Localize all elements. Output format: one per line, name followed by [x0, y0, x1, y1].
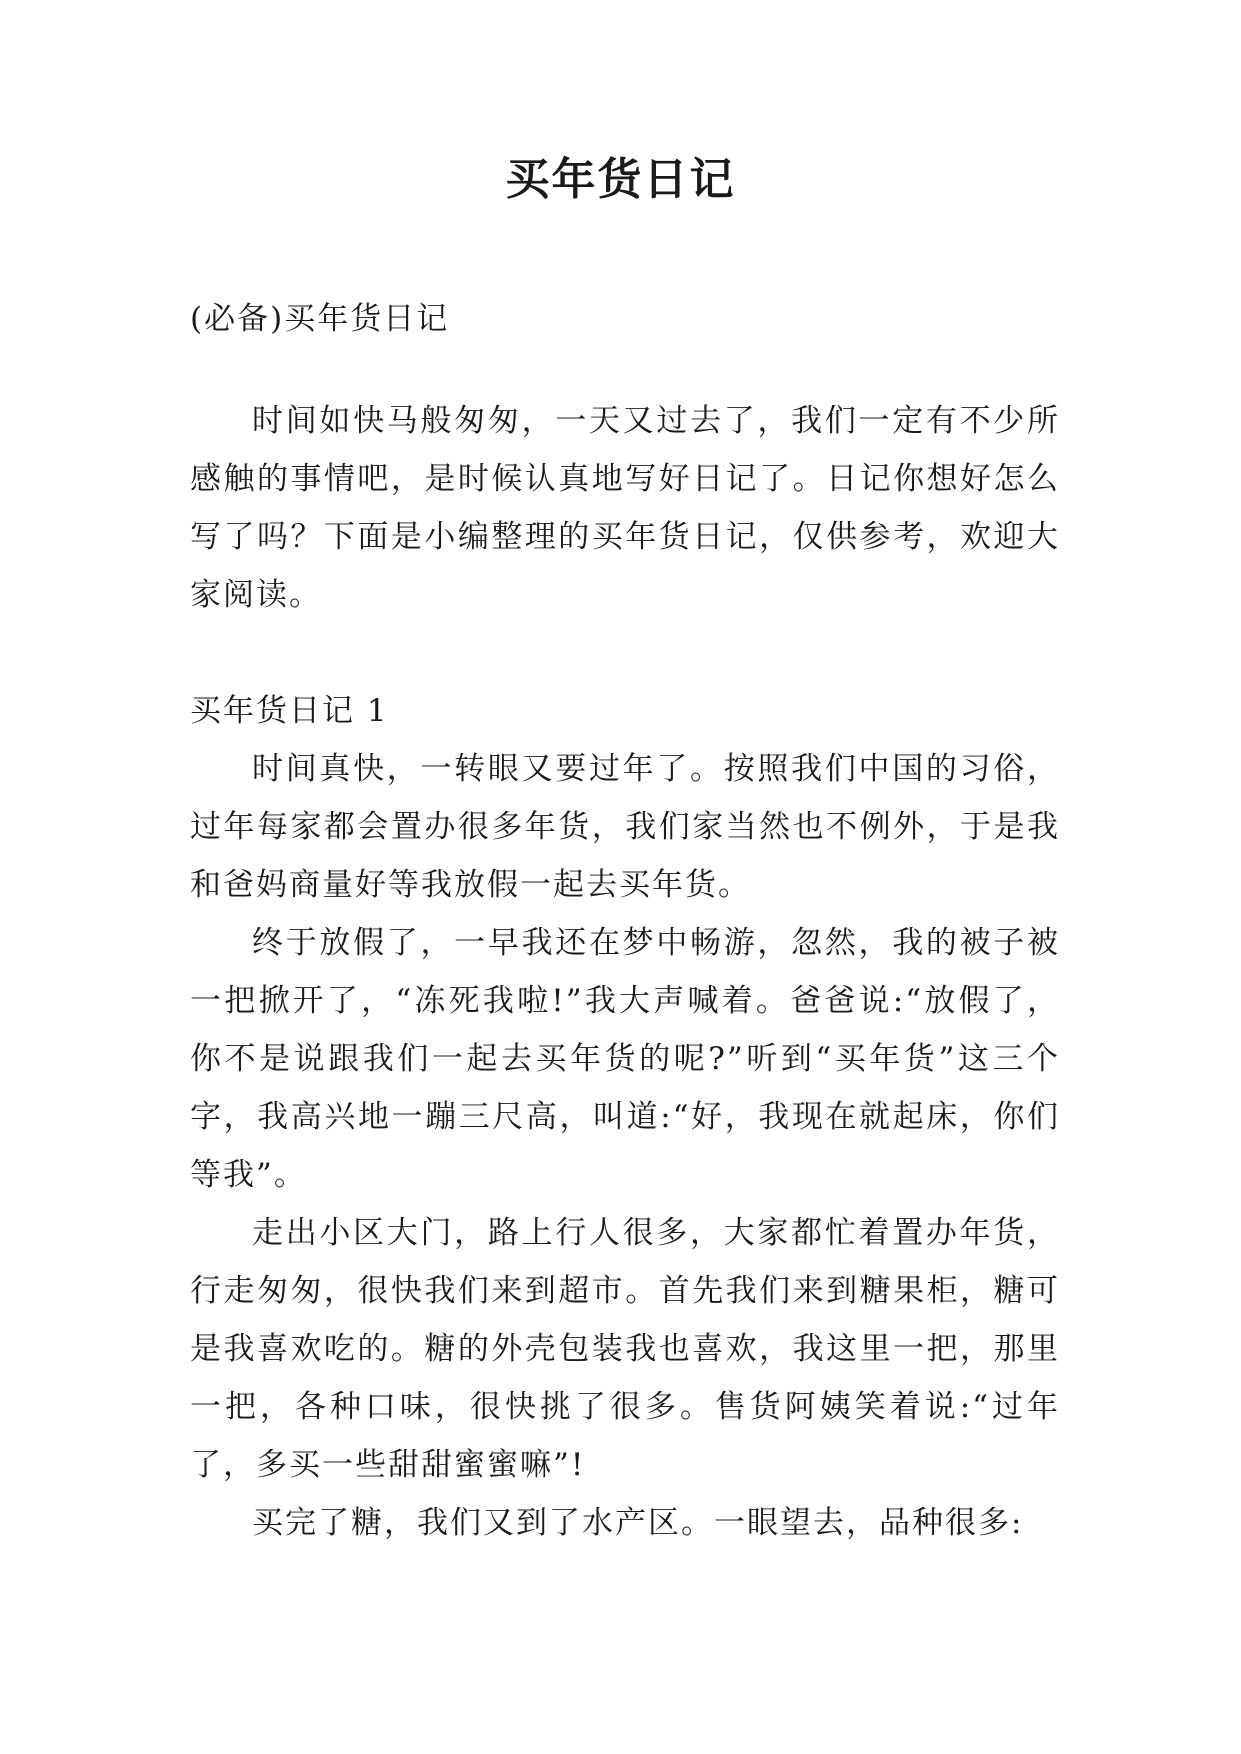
intro-paragraph: 时间如快马般匆匆，一天又过去了，我们一定有不少所感触的事情吧，是时候认真地写好日记了。日记你想好怎么写了吗？下面是小编整理的买年货日记，仅供参考，欢迎大家阅读。: [190, 403, 1060, 613]
document-title: 买年货日记: [505, 154, 736, 205]
document-body: [190, 290, 1060, 1552]
body-paragraph: 时间真快，一转眼又要过年了。按照我们中国的习俗，过年每家都会置办很多年货，我们家当然也不例外，于是我和爸妈商量好等我放假一起去买年货。: [190, 751, 1060, 903]
body-paragraph: 走出小区大门，路上行人很多，大家都忙着置办年货，行走匆匆，很快我们来到超市。首先我们来到糖果柜，糖可是我喜欢吃的。糖的外壳包装我也喜欢，我这里一把，那里一把，各种口味，很快挑了很多。售货阿姨笑着说:“过年了，多买一些甜甜蜜蜜嘛”!: [190, 1215, 1060, 1483]
section-heading: 买年货日记 1: [190, 693, 389, 729]
document-subtitle: (必备)买年货日记: [190, 301, 450, 337]
body-paragraph: 终于放假了，一早我还在梦中畅游，忽然，我的被子被一把掀开了，“冻死我啦!”我大声喊着。爸爸说:“放假了，你不是说跟我们一起去买年货的呢?”听到“买年货”这三个字，我高兴地一蹦三尺高，叫道:“好，我现在就起床，你们等我”。: [190, 925, 1060, 1193]
body-paragraph: 买完了糖，我们又到了水产区。一眼望去，品种很多:: [252, 1505, 1024, 1541]
